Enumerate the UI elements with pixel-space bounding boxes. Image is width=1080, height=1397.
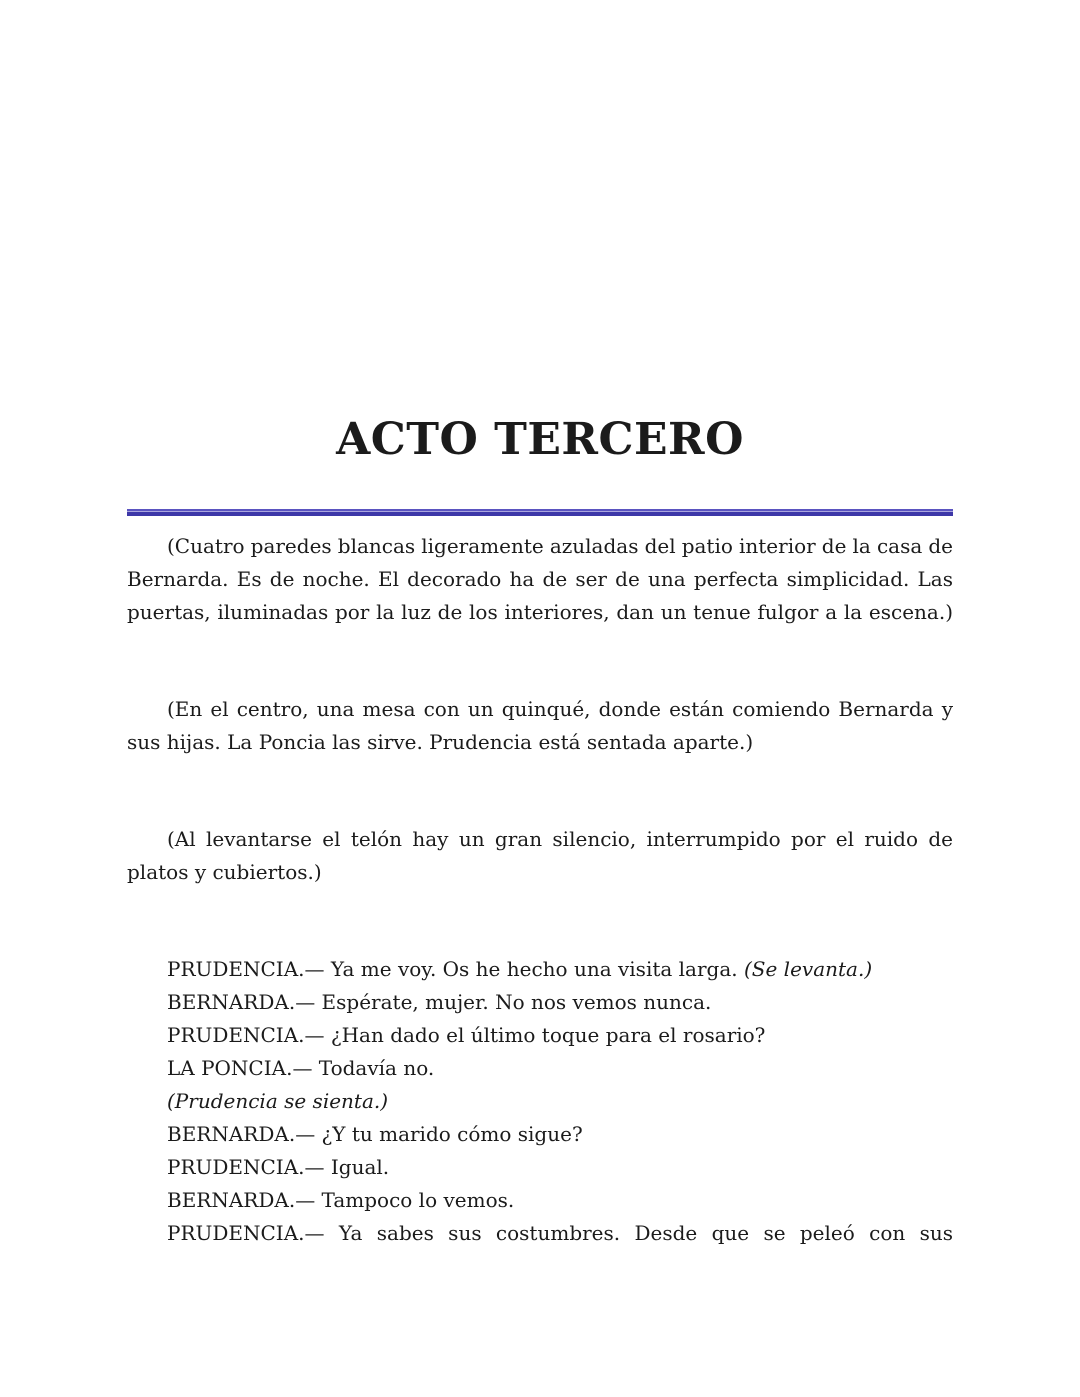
dialogue-line [127,953,953,986]
dialogue-line [127,1118,953,1151]
dialogue-text: BERNARDA.— ¿Y tu marido cómo sigue? [167,1122,583,1146]
stage-direction-paragraph [127,530,953,629]
stage-direction-line: (En el centro, una mesa con un quinqué, donde están comiendo Bernarda y [167,697,953,721]
dialogue-text: PRUDENCIA.— Ya me voy. Os he hecho una visita larga. [167,957,744,981]
act-title: ACTO TERCERO [336,414,744,465]
stage-direction-line: Bernarda. Es de noche. El decorado ha de ser de una perfecta simplicidad. Las [127,567,953,591]
stage-direction-line: sus hijas. La Poncia las sirve. Prudencia está sentada aparte.) [127,730,754,754]
stage-direction-line: (Cuatro paredes blancas ligeramente azuladas del patio interior de la casa de [167,534,953,558]
stage-cue-italic: (Prudencia se sienta.) [167,1089,389,1113]
dialogue-line [127,1019,953,1052]
stage-direction-line: (Al levantarse el telón hay un gran silencio, interrumpido por el ruido de [167,827,953,851]
stage-directions [127,530,953,889]
stage-direction-paragraph [127,823,953,889]
dialogue-line [127,1217,953,1250]
dialogue-text: LA PONCIA.— Todavía no. [167,1056,435,1080]
title-divider-rule [127,509,953,516]
dialogue-text: BERNARDA.— Tampoco lo vemos. [167,1188,515,1212]
dialogue-line [127,1184,953,1217]
dialogue-line [127,1151,953,1184]
dialogue-text: BERNARDA.— Espérate, mujer. No nos vemos nunca. [167,990,712,1014]
dialogue-block [127,953,953,1250]
dialogue-line [127,1085,953,1118]
dialogue-line [127,1052,953,1085]
stage-direction-line: puertas, iluminadas por la luz de los interiores, dan un tenue fulgor a la escena.) [127,600,953,624]
dialogue-text: PRUDENCIA.— Ya sabes sus costumbres. Desde que se peleó con sus [167,1221,953,1245]
dialogue-line [127,986,953,1019]
stage-direction-paragraph [127,693,953,759]
dialogue-text: PRUDENCIA.— ¿Han dado el último toque para el rosario? [167,1023,766,1047]
stage-cue-italic: (Se levanta.) [743,957,873,981]
dialogue-text: PRUDENCIA.— Igual. [167,1155,390,1179]
stage-direction-line: platos y cubiertos.) [127,860,322,884]
